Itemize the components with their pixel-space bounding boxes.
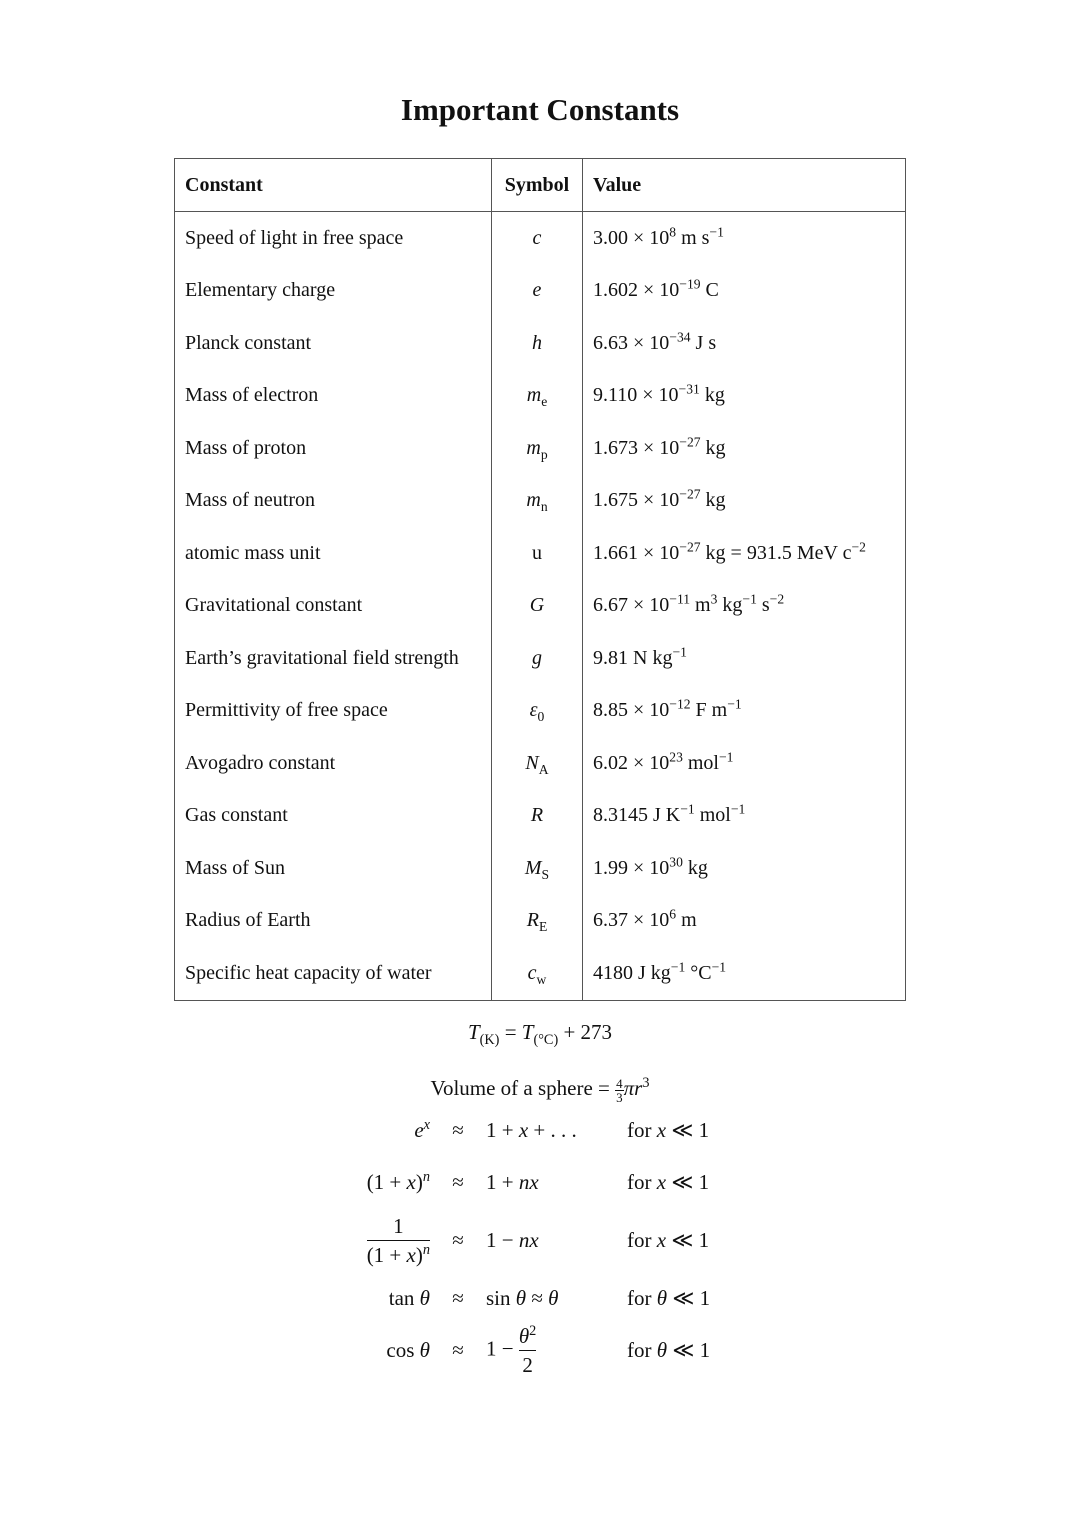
constant-symbol: $m_e$: [492, 370, 583, 423]
constant-name: Elementary charge: [175, 265, 492, 318]
constant-name: Avogadro constant: [175, 737, 492, 790]
sphere-volume-formula: Volume of a sphere = $\frac{4}{3}$ $\pi r^3$: [430, 1075, 650, 1105]
approx-condition: for θ ≪ 1: [627, 1338, 711, 1362]
table-row: [175, 790, 906, 843]
approx-rhs: 1 − nx: [486, 1228, 539, 1252]
approx-rhs: 1 + nx: [486, 1170, 539, 1194]
constant-name: Mass of proton: [175, 422, 492, 475]
table-row: [175, 632, 906, 685]
constant-name: atomic mass unit: [175, 527, 492, 580]
approx-lhs: $(1 + x)^n$: [366, 1169, 430, 1194]
sphere-volume-label: Volume of a sphere =: [430, 1076, 610, 1100]
constants-table: [174, 158, 906, 1001]
table-row: [175, 737, 906, 790]
constant-name: Speed of light in free space: [175, 212, 492, 265]
constant-symbol: g: [492, 632, 583, 685]
constant-value: $8.85 \times 10^{-12}$ F $m^{-1}$: [583, 685, 906, 738]
constant-symbol: h: [492, 317, 583, 370]
constant-value: $1.661 \times 10^{-27}$ kg = 931.5 MeV $c^{-2}$: [583, 527, 906, 580]
page-title: Important Constants: [400, 92, 680, 127]
table-row: [175, 422, 906, 475]
approx-lhs: cos θ: [386, 1338, 430, 1362]
approx-lhs: tan θ: [388, 1286, 430, 1310]
approx-lhs: $e^x$: [414, 1117, 430, 1142]
constant-symbol: $c_w$: [492, 947, 583, 1000]
constant-name: Specific heat capacity of water: [175, 947, 492, 1000]
constant-value: $9.110 \times 10^{-31}$ kg: [583, 370, 906, 423]
constant-name: Planck constant: [175, 317, 492, 370]
table-row: [175, 685, 906, 738]
approx-condition: for x ≪ 1: [627, 1118, 710, 1142]
four-thirds-fraction: $\frac{4}{3}$: [616, 1075, 623, 1105]
approx-condition: for x ≪ 1: [627, 1228, 710, 1252]
constant-value: $3.00 \times 10^8$ m $s^{-1}$: [583, 212, 906, 265]
approx-symbol: ≈: [452, 1228, 464, 1252]
approx-symbol: ≈: [452, 1338, 464, 1362]
approx-symbol: ≈: [452, 1170, 464, 1194]
constant-symbol: $N_A$: [492, 737, 583, 790]
constant-value: $1.602 \times 10^{-19}$ C: [583, 265, 906, 318]
approx-rhs: sin θ ≈ θ: [486, 1286, 559, 1310]
temperature-conversion-formula: $T_{(K)} = T_{(^\circ C)} + 273$: [467, 1020, 613, 1049]
table-row: [175, 370, 906, 423]
constant-name: Mass of neutron: [175, 475, 492, 528]
constant-symbol: c: [492, 212, 583, 265]
constant-value: $1.99 \times 10^{30}$ kg: [583, 842, 906, 895]
constant-value: 4180 J $kg^{-1}$ $^\circ C^{-1}$: [583, 947, 906, 1000]
constant-value: $6.63 \times 10^{-34}$ J s: [583, 317, 906, 370]
constant-name: Earth’s gravitational field strength: [175, 632, 492, 685]
table-row: [175, 842, 906, 895]
approx-condition: for x ≪ 1: [627, 1170, 710, 1194]
constant-symbol: $M_S$: [492, 842, 583, 895]
constant-name: Radius of Earth: [175, 895, 492, 948]
constant-value: $6.37 \times 10^6$ m: [583, 895, 906, 948]
approx-rhs: 1 + x + . . .: [486, 1118, 577, 1142]
table-row: [175, 947, 906, 1000]
table-row: [175, 580, 906, 633]
constant-name: Gas constant: [175, 790, 492, 843]
constant-symbol: $m_n$: [492, 475, 583, 528]
constant-value: $1.675 \times 10^{-27}$ kg: [583, 475, 906, 528]
table-row: [175, 895, 906, 948]
header-value: Value: [583, 159, 906, 212]
table-row: [175, 527, 906, 580]
constant-value: 8.3145 J $K^{-1}$ mol$^{-1}$: [583, 790, 906, 843]
header-constant: Constant: [175, 159, 492, 212]
constant-value: $1.673 \times 10^{-27}$ kg: [583, 422, 906, 475]
header-symbol: Symbol: [492, 159, 583, 212]
constant-symbol: $\varepsilon_0$: [492, 685, 583, 738]
table-row: [175, 212, 906, 265]
table-row: [175, 317, 906, 370]
constant-value: $6.02 \times 10^{23}$ mol$^{-1}$: [583, 737, 906, 790]
constant-value: $6.67 \times 10^{-11}$ $m^3$ $kg^{-1}$ $s^{-2}$: [583, 580, 906, 633]
approx-symbol: ≈: [452, 1286, 464, 1310]
constant-name: Permittivity of free space: [175, 685, 492, 738]
constant-value: 9.81 N $kg^{-1}$: [583, 632, 906, 685]
constant-symbol: e: [492, 265, 583, 318]
constant-name: Mass of Sun: [175, 842, 492, 895]
table-header-row: [175, 159, 906, 212]
approx-lhs: $\frac{1}{(1 + x)^n}$: [366, 1214, 430, 1267]
approx-symbol: ≈: [452, 1118, 464, 1142]
constant-symbol: R: [492, 790, 583, 843]
approx-condition: for θ ≪ 1: [627, 1286, 711, 1310]
constant-name: Mass of electron: [175, 370, 492, 423]
table-row: [175, 265, 906, 318]
constant-symbol: G: [492, 580, 583, 633]
constant-symbol: u: [492, 527, 583, 580]
table-row: [175, 475, 906, 528]
constant-symbol: $R_E$: [492, 895, 583, 948]
constant-symbol: $m_p$: [492, 422, 583, 475]
approx-rhs: 1 − $\frac{\theta^2}{2}$: [486, 1323, 537, 1377]
constant-name: Gravitational constant: [175, 580, 492, 633]
